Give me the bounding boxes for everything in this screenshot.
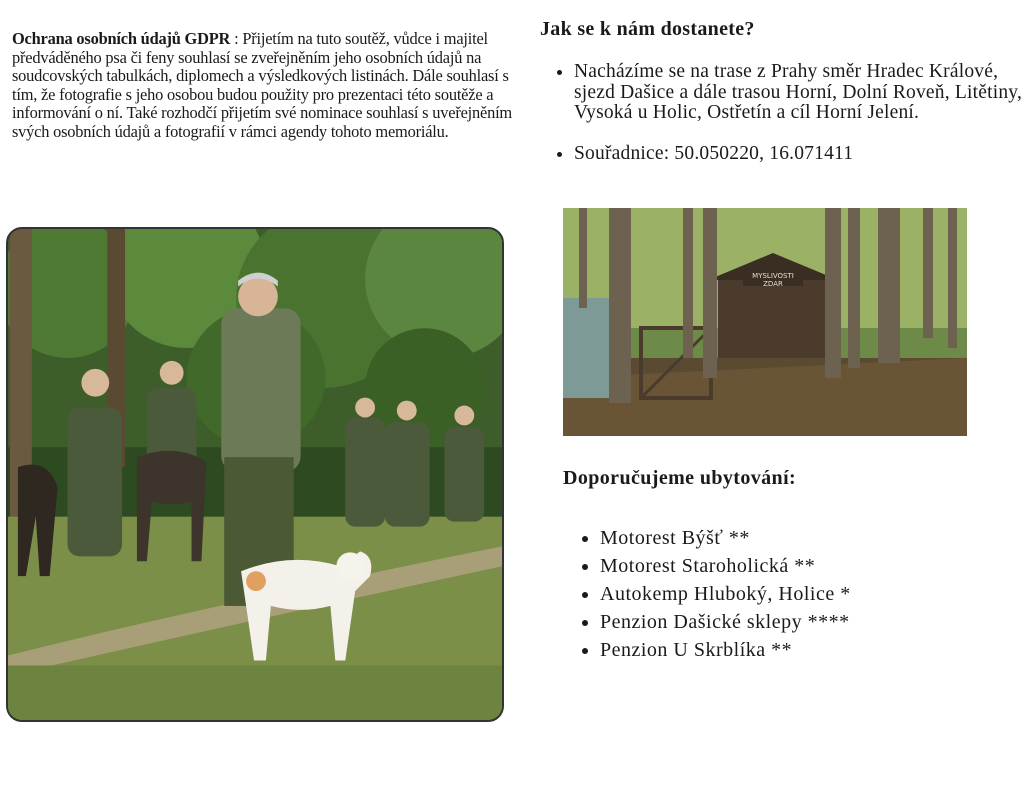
directions-coordinates: • Souřadnice: 50.050220, 16.071411 (574, 144, 1024, 165)
accommodation-item: • Motorest Staroholická ** (600, 552, 1020, 580)
accommodation-item: • Motorest Býšť ** (600, 524, 1020, 552)
accommodation-item: • Penzion Dašické sklepy **** (600, 608, 1020, 636)
accommodation-item: • Autokemp Hluboký, Holice * (600, 580, 1020, 608)
lodge-sign-line2: ZDAR (763, 280, 783, 288)
directions-list (552, 62, 1024, 184)
directions-route: • Nacházíme se na trase z Prahy směr Hradec Králové, sjezd Dašice a dále trasou Horní, Dolní Roveň, Litětiny, Vysoká u Holic, Ostřetín a cíl Horní Jelení. (574, 62, 1024, 124)
directions-title: Jak se k nám dostanete? (540, 18, 755, 40)
hunters-with-dogs-photo (6, 227, 504, 722)
hunting-lodge-photo (563, 208, 967, 436)
gdpr-text: : Přijetím na tuto soutěž, vůdce i majitel předváděného psa či feny souhlasí se zveřejněním jeho osobních údajů na soudcovských tabulkách, diplomech a výsledkových listinách. Dále souhlasí s tím, že fotografie s jeho osobou budou použity pro prezentaci této soutěže a informování o ní. Také rozhodčí přijetím své nominace souhlasí s uveřejněním svých osobních údajů a fotografií v rámci agendy tohoto memoriálu. (12, 29, 512, 141)
accommodation-list (578, 524, 1020, 664)
accommodation-item: • Penzion U Skrblíka ** (600, 636, 1020, 664)
gdpr-heading: Ochrana osobních údajů GDPR (12, 29, 231, 48)
lodge-sign-line1: MYSLIVOSTI (752, 272, 794, 280)
gdpr-notice (12, 30, 512, 142)
accommodation-title: Doporučujeme ubytování: (563, 467, 797, 489)
